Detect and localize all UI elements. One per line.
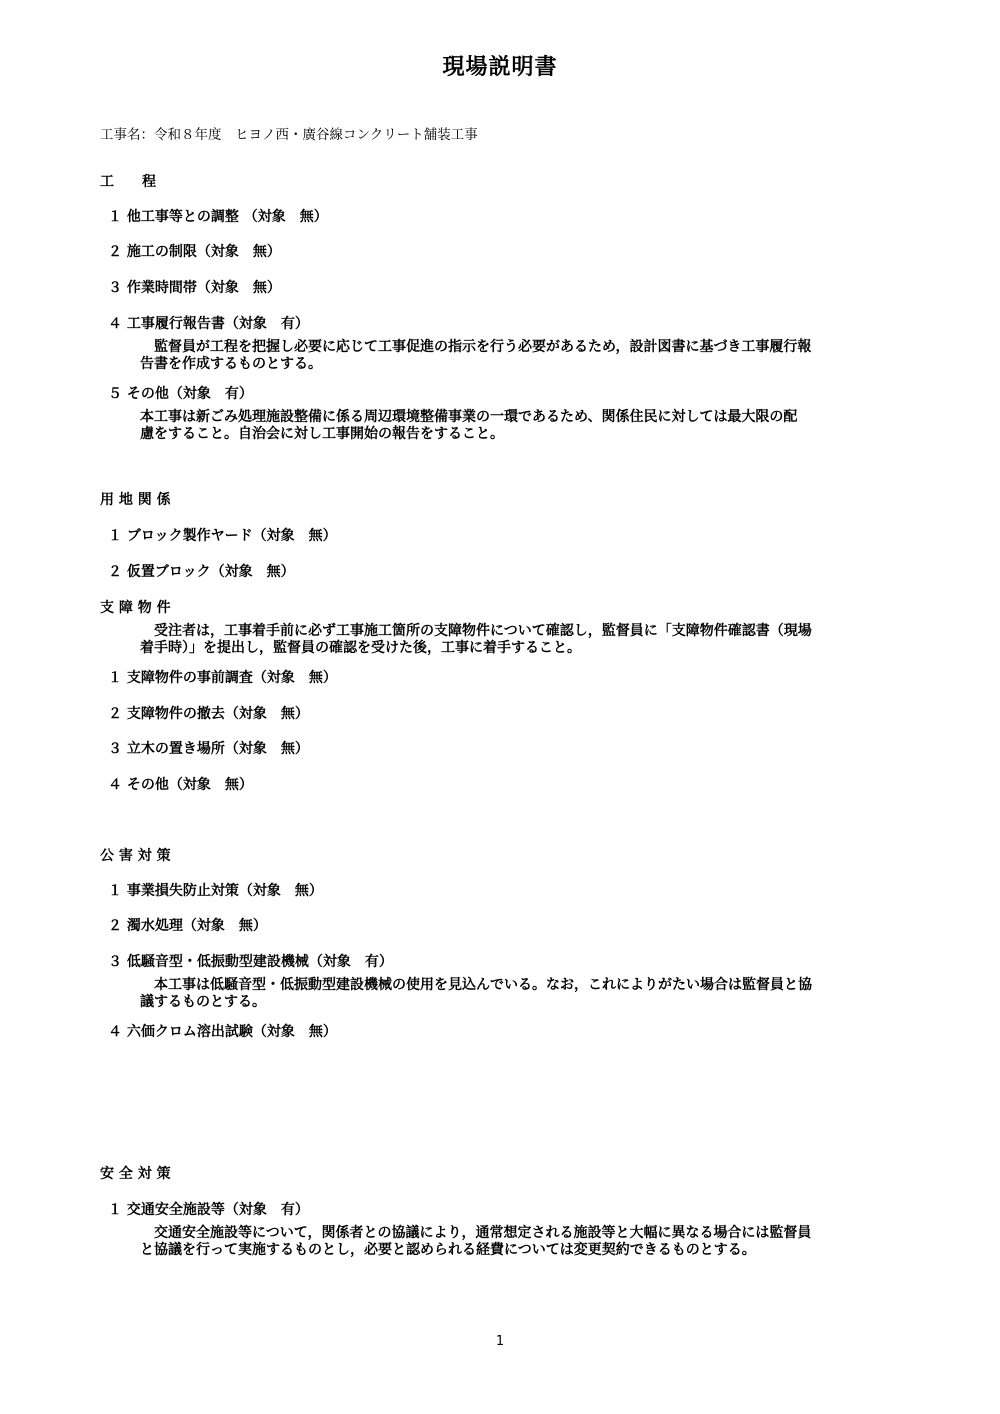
- pollution-item-4: ４ 六価クロム溶出試験（対象 無）: [108, 1024, 337, 1040]
- paragraph-line: 本工事は新ごみ処理施設整備に係る周辺環境整備事業の一環であるため、関係住民に対しては最大限の配: [140, 409, 798, 425]
- schedule-item-1: １ 他工事等との調整 （対象 無）: [108, 209, 328, 225]
- paragraph-line: 本工事は低騒音型・低振動型建設機械の使用を見込んでいる。なお，これによりがたい場合は監督員と協: [140, 977, 812, 993]
- obstacles-item-4: ４ その他（対象 無）: [108, 777, 253, 793]
- obstacles-item-1: １ 支障物件の事前調査（対象 無）: [108, 670, 337, 686]
- pollution-item-3-text: [140, 977, 885, 1011]
- schedule-item-5-text: [140, 409, 885, 443]
- land-item-2: ２ 仮置ブロック（対象 無）: [108, 564, 295, 580]
- obstacles-item-2: ２ 支障物件の撤去（対象 無）: [108, 706, 309, 722]
- paragraph-line: 議するものとする。: [140, 994, 266, 1010]
- paragraph-line: 慮をすること。自治会に対し工事開始の報告をすること。: [140, 426, 504, 442]
- obstacles-intro-text: [140, 623, 885, 657]
- schedule-item-5: ５ その他（対象 有）: [108, 386, 253, 402]
- schedule-item-2: ２ 施工の制限（対象 無）: [108, 244, 281, 260]
- paragraph-line: 交通安全施設等について，関係者との協議により，通常想定される施設等と大幅に異なる場合には監督員: [140, 1225, 812, 1241]
- pollution-item-1: １ 事業損失防止対策（対象 無）: [108, 883, 323, 899]
- pollution-item-3: ３ 低騒音型・低振動型建設機械（対象 有）: [108, 954, 393, 970]
- project-name: 工事名：令和８年度 ヒヨノ西・廣谷線コンクリート舗装工事: [100, 127, 478, 143]
- document-title: 現場説明書: [442, 55, 558, 80]
- land-item-1: １ ブロック製作ヤード（対象 無）: [108, 528, 337, 544]
- paragraph-line: 着手時）」を提出し，監督員の確認を受けた後，工事に着手すること。: [140, 640, 581, 656]
- safety-item-1-text: [140, 1225, 885, 1259]
- section-heading-obstacles: 支 障 物 件: [100, 600, 171, 616]
- paragraph-line: 受注者は，工事着手前に必ず工事施工箇所の支障物件について確認し，監督員に「支障物件確認書（現場: [140, 623, 812, 639]
- safety-item-1: １ 交通安全施設等（対象 有）: [108, 1202, 309, 1218]
- section-heading-pollution: 公 害 対 策: [100, 848, 171, 864]
- section-heading-schedule: 工 程: [100, 174, 156, 190]
- paragraph-line: 告書を作成するものとする。: [140, 356, 322, 372]
- paragraph-line: と協議を行って実施するものとし，必要と認められる経費については変更契約できるものとする。: [140, 1242, 756, 1258]
- section-heading-safety: 安 全 対 策: [100, 1166, 171, 1182]
- schedule-item-4: ４ 工事履行報告書（対象 有）: [108, 316, 309, 332]
- obstacles-item-3: ３ 立木の置き場所（対象 無）: [108, 741, 309, 757]
- pollution-item-2: ２ 濁水処理（対象 無）: [108, 918, 267, 934]
- page-number: 1: [495, 1334, 505, 1349]
- schedule-item-3: ３ 作業時間帯（対象 無）: [108, 280, 281, 296]
- paragraph-line: 監督員が工程を把握し必要に応じて工事促進の指示を行う必要があるため，設計図書に基づき工事履行報: [140, 339, 812, 355]
- schedule-item-4-text: [140, 339, 885, 373]
- section-heading-land: 用 地 関 係: [100, 492, 171, 508]
